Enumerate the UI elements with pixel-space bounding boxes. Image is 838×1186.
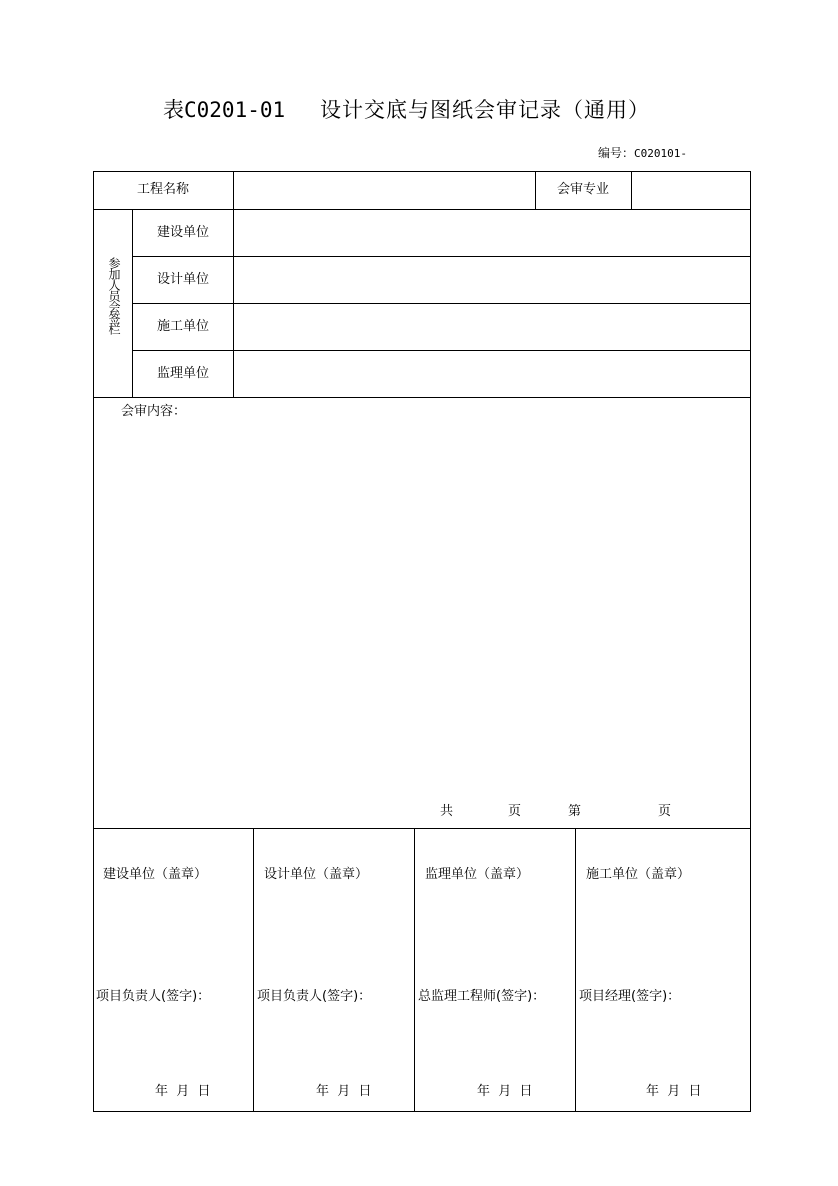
row-divider-header (93, 209, 751, 210)
participant-field-contractor[interactable] (238, 319, 746, 335)
form-name: 设计交底与图纸会审记录（通用） (320, 98, 650, 122)
col-divider-project-name (233, 171, 234, 209)
specialty-label: 会审专业 (557, 182, 610, 197)
sign-date-design: 年 月 日 (316, 1084, 372, 1099)
participant-field-construction[interactable] (238, 225, 746, 241)
sign-unit-supervision: 监理单位（盖章） (425, 867, 530, 882)
sign-person-supervision: 总监理工程师(签字)： (418, 989, 546, 1004)
sign-person-design: 项目负责人(签字)： (257, 989, 372, 1004)
sign-date-construction: 年 月 日 (155, 1084, 211, 1099)
sign-date-supervision: 年 月 日 (477, 1084, 533, 1099)
participant-field-design[interactable] (238, 272, 746, 288)
sign-person-contractor: 项目经理(签字)： (579, 989, 681, 1004)
page-current-suffix: 页 (658, 804, 672, 819)
page-total-prefix: 共 (440, 804, 454, 819)
review-content-label: 会审内容： (121, 404, 187, 419)
sign-unit-design: 设计单位（盖章） (264, 867, 369, 882)
sign-date-contractor: 年 月 日 (646, 1084, 702, 1099)
specialty-field[interactable] (636, 182, 746, 198)
sign-person-construction: 项目负责人(签字)： (96, 989, 211, 1004)
col-divider-sign-2 (414, 828, 415, 1112)
row-divider-content-end (93, 828, 751, 829)
serial-value: C020101- (634, 147, 687, 160)
col-divider-side-label (132, 209, 133, 397)
participant-label-construction: 建设单位 (157, 225, 210, 240)
sign-unit-contractor: 施工单位（盖章） (586, 867, 691, 882)
sign-unit-construction: 建设单位（盖章） (103, 867, 208, 882)
review-content-area[interactable] (121, 424, 741, 794)
col-divider-sign-1 (253, 828, 254, 1112)
col-divider-specialty-label-right (631, 171, 632, 209)
participant-label-contractor: 施工单位 (157, 319, 210, 334)
row-divider-participants-end (93, 397, 751, 398)
serial-number (598, 144, 687, 163)
row-divider-participant-2 (132, 303, 751, 304)
col-divider-sign-3 (575, 828, 576, 1112)
participant-label-design: 设计单位 (157, 272, 210, 287)
project-name-label: 工程名称 (137, 182, 190, 197)
row-divider-participant-3 (132, 350, 751, 351)
participants-side-label: 参加人员会签栏 (107, 257, 121, 334)
page-current-prefix: 第 (568, 804, 582, 819)
form-code: 表C0201-01 (163, 98, 286, 122)
page-total-suffix: 页 (508, 804, 522, 819)
row-divider-participant-1 (132, 256, 751, 257)
participant-field-supervision[interactable] (238, 366, 746, 382)
participant-label-supervision: 监理单位 (157, 366, 210, 381)
project-name-field[interactable] (238, 182, 530, 198)
col-divider-unit-label (233, 209, 234, 397)
form-title (0, 94, 838, 126)
serial-label: 编号： (598, 146, 635, 160)
col-divider-specialty-label-left (535, 171, 536, 209)
